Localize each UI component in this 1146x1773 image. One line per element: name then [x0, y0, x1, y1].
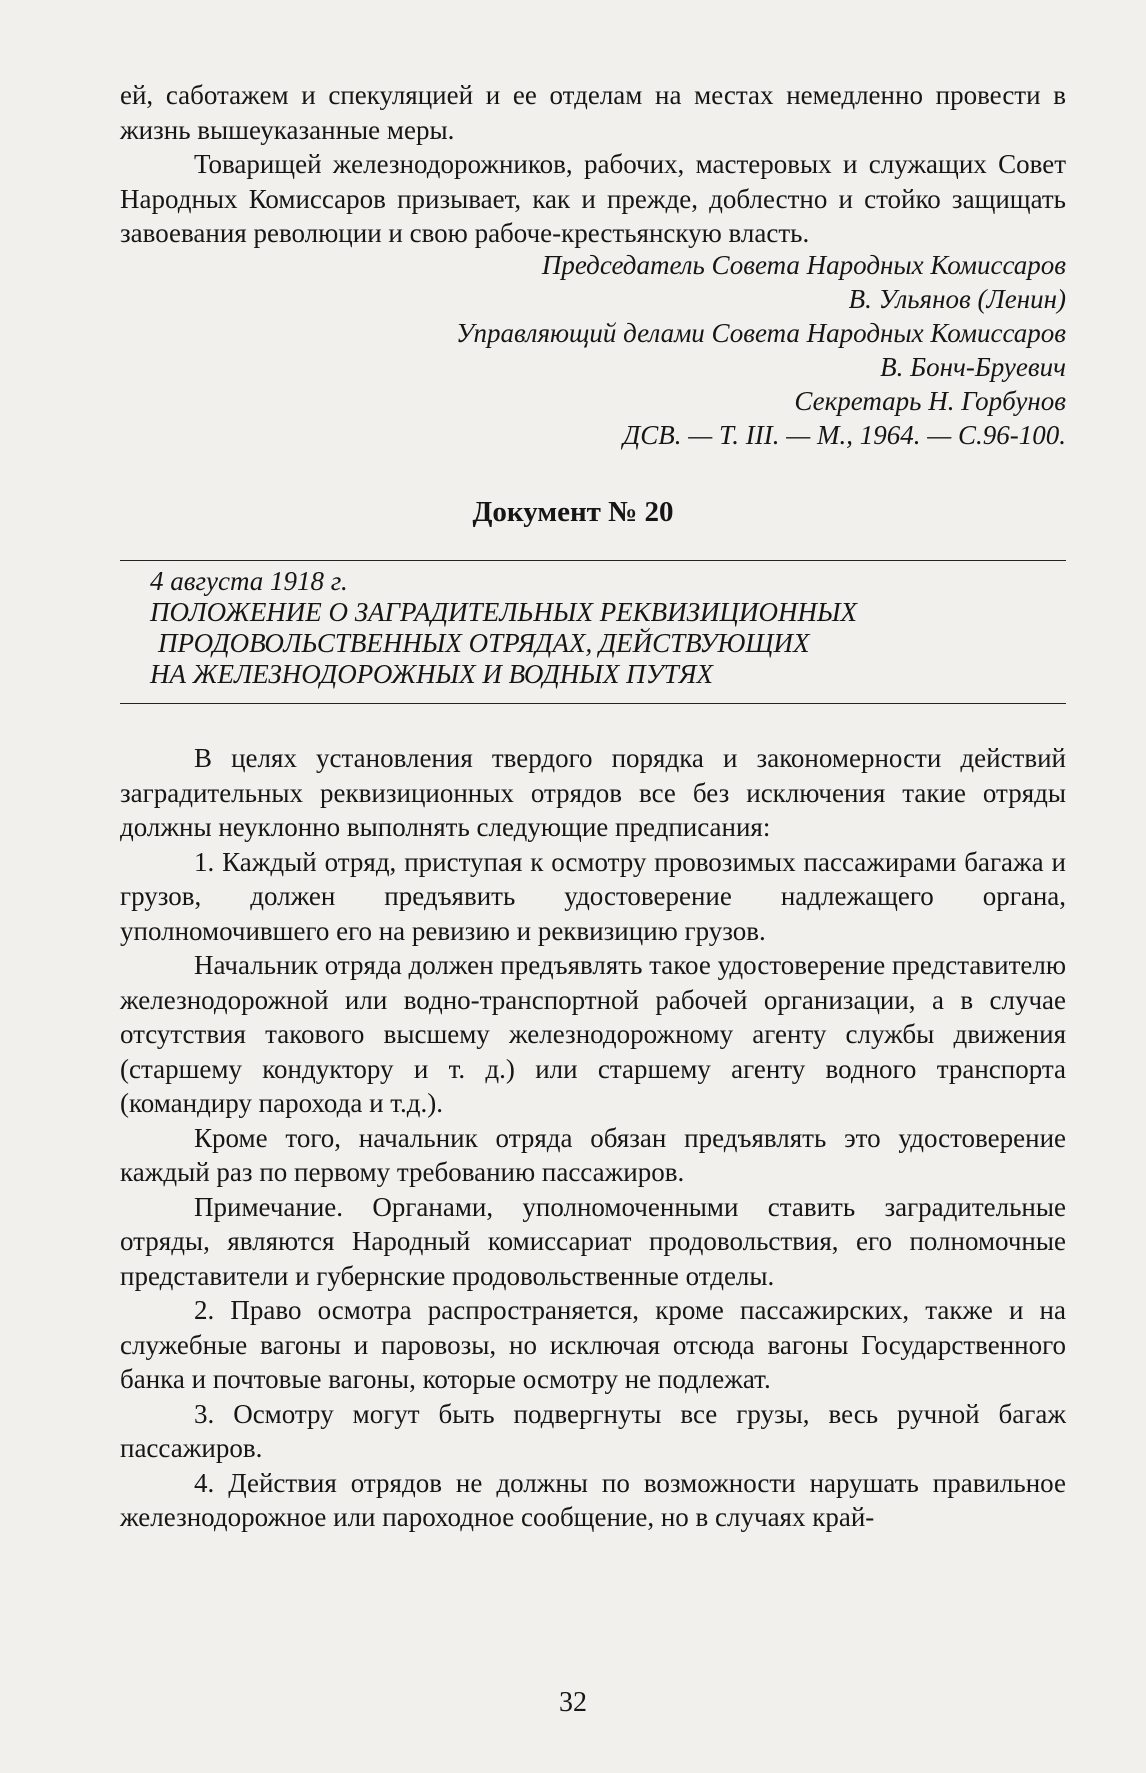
page-number: 32	[559, 1687, 587, 1718]
body-paragraph-1: В целях установления твердого порядка и закономерности действий заградительных реквизиционных отрядов все без исключения такие отряды должны неуклонно выполнять следующие предписания:	[120, 743, 1066, 842]
signature-chair-title: Председатель Совета Народных Комиссаров	[541, 250, 1066, 280]
body-paragraph-7: 3. Осмотру могут быть подвергнуты все грузы, весь ручной багаж пассажиров.	[120, 1398, 1066, 1463]
signature-manager-name: В. Бонч-Бруевич	[880, 352, 1066, 382]
body-paragraph-3: Начальник отряда должен предъявлять такое удостоверение представителю железнодорожной или водно-транспортной рабочей организации, а в случае отсутствия такового высшему железнодорожному агенту службы движения (старшему кондуктору и т. д.) или старшему агенту водного транспорта (командиру парохода и т.д.).	[120, 950, 1066, 1118]
signature-manager-title: Управляющий делами Совета Народных Комиссаров	[456, 318, 1066, 348]
source-citation: ДСВ. — Т. III. — М., 1964. — С.96-100.	[623, 420, 1066, 450]
body-paragraph-2: 1. Каждый отряд, приступая к осмотру провозимых пассажирами багажа и грузов, должен предъявить удостоверение надлежащего органа, уполномочившего его на ревизию и реквизицию грузов.	[120, 846, 1066, 946]
intro-paragraph-1: ей, саботажем и спекуляцией и ее отделам на местах немедленно провести в жизнь вышеуказанные меры.	[120, 80, 1066, 145]
body-block	[120, 741, 1066, 1535]
document-heading	[150, 566, 1050, 690]
signature-chair-name: В. Ульянов (Ленин)	[848, 284, 1066, 314]
document-title: Документ № 20	[472, 496, 674, 528]
intro-paragraph-2: Товарищей железнодорожников, рабочих, мастеровых и служащих Совет Народных Комиссаров призывает, как и прежде, доблестно и стойко защищать завоевания революции и свою рабоче-крестьянскую власть.	[120, 149, 1066, 248]
document-date: 4 августа 1918 г.	[150, 566, 348, 596]
signature-secretary: Секретарь Н. Горбунов	[794, 386, 1066, 416]
body-paragraph-4: Кроме того, начальник отряда обязан предъявлять это удостоверение каждый раз по первому требованию пассажиров.	[120, 1122, 1066, 1187]
top-rule	[120, 560, 1066, 561]
heading-line-3: НА ЖЕЛЕЗНОДОРОЖНЫХ И ВОДНЫХ ПУТЯХ	[150, 659, 714, 689]
heading-line-1: ПОЛОЖЕНИЕ О ЗАГРАДИТЕЛЬНЫХ РЕКВИЗИЦИОННЫХ	[150, 597, 857, 627]
intro-block	[120, 78, 1066, 251]
body-paragraph-5: Примечание. Органами, уполномоченными ставить заградительные отряды, являются Народный комиссариат продовольствия, его полномочные представители и губернские продовольственные отделы.	[120, 1191, 1066, 1291]
body-paragraph-8: 4. Действия отрядов не должны по возможности нарушать правильное железнодорожное или пароходное сообщение, но в случаях край-	[120, 1467, 1066, 1532]
heading-line-2: ПРОДОВОЛЬСТВЕННЫХ ОТРЯДАХ, ДЕЙСТВУЮЩИХ	[158, 628, 810, 658]
body-paragraph-6: 2. Право осмотра распространяется, кроме пассажирских, также и на служебные вагоны и паровозы, но исключая отсюда вагоны Государственного банка и почтовые вагоны, которые осмотру не подлежат.	[120, 1295, 1066, 1394]
bottom-rule	[120, 703, 1066, 704]
